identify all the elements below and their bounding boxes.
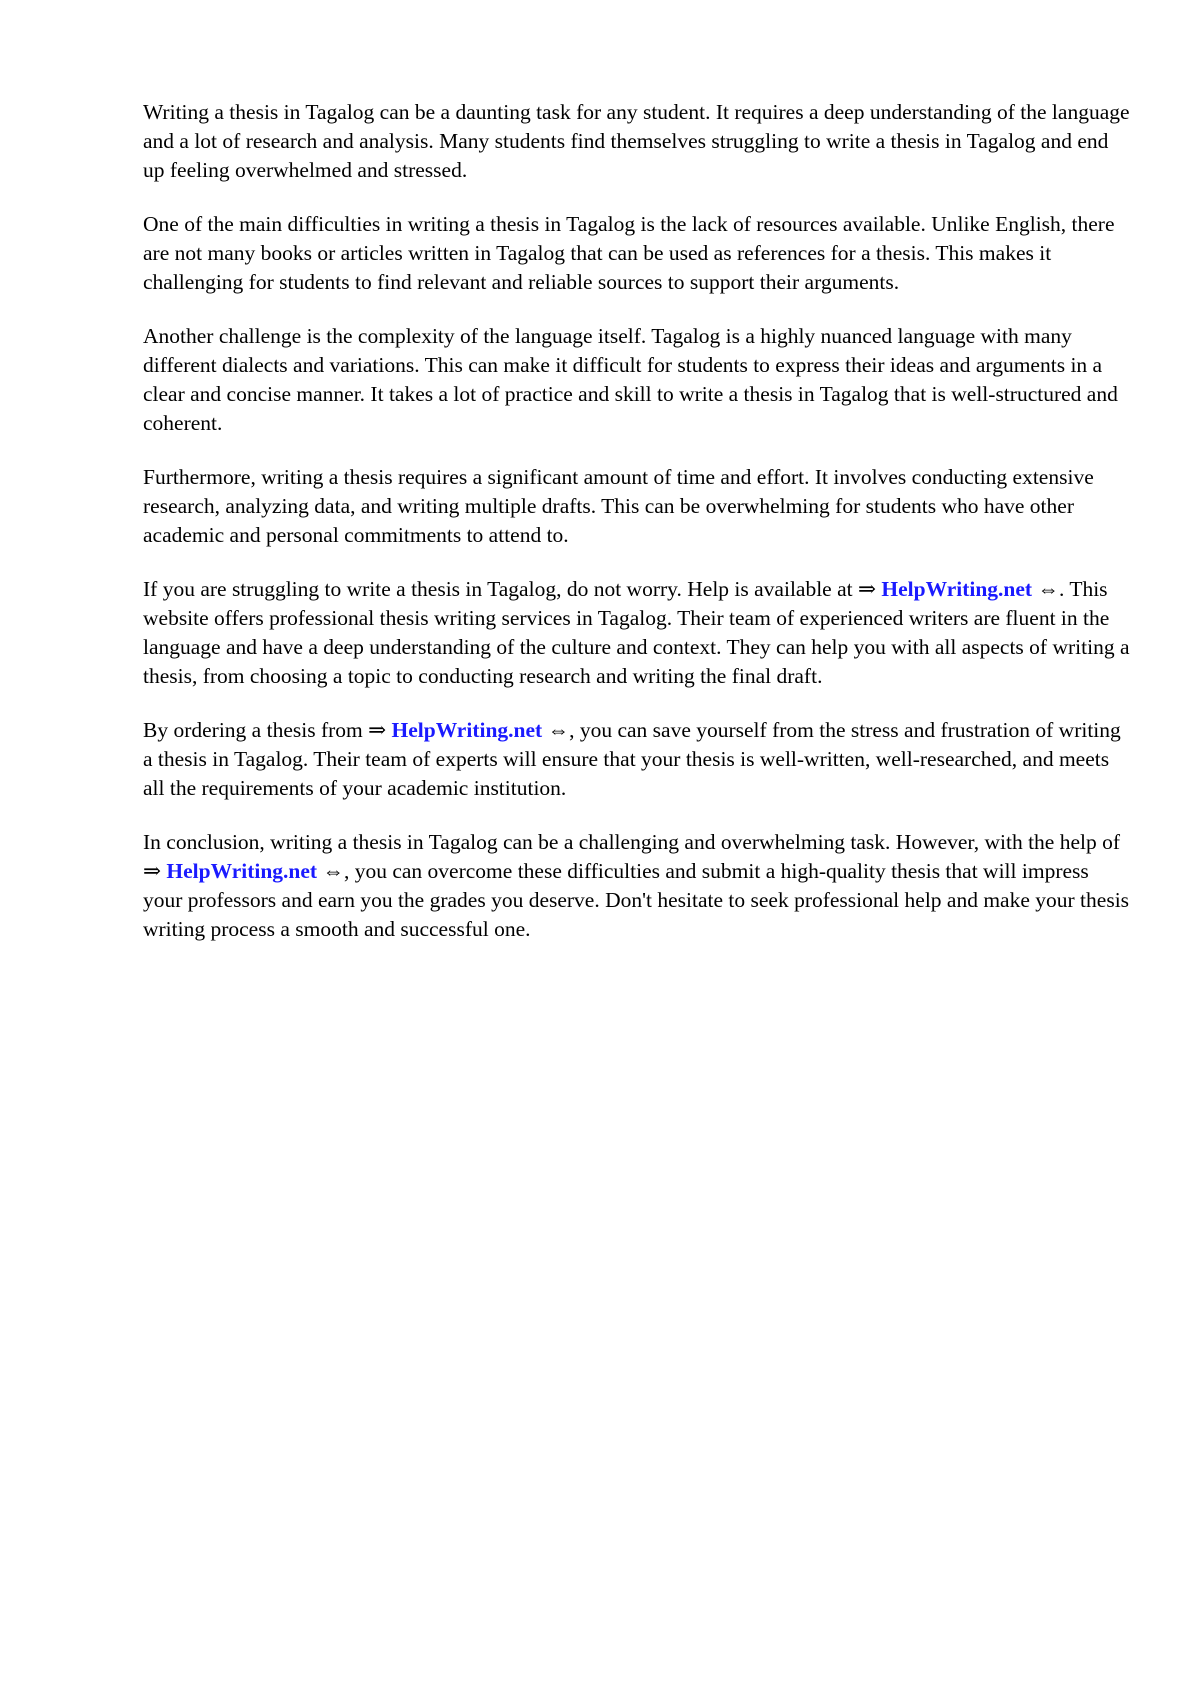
helpwriting-link[interactable]: HelpWriting.net <box>166 859 318 883</box>
paragraph-language-complexity: Another challenge is the complexity of the language itself. Tagalog is a highly nuanced language with many different dialects and variations. This can make it difficult for students to express their ideas and arguments in a clear and concise manner. It takes a lot of practice and skill to write a thesis in Tagalog that is well-structured and coherent. <box>143 324 1118 435</box>
paragraph-text: ⇔. This website offers professional thesis writing services in Tagalog. Their team of experienced writers are fluent in the language and have a deep understanding of the culture and context. They can help you with all aspects of writing a thesis, from choosing a topic to conducting research and writing the final draft. <box>143 577 1130 688</box>
document-body <box>143 98 1133 969</box>
paragraph-help-available <box>143 575 1133 691</box>
helpwriting-link[interactable]: HelpWriting.net <box>881 577 1033 601</box>
paragraph-ordering <box>143 716 1133 803</box>
helpwriting-link[interactable]: HelpWriting.net <box>391 718 543 742</box>
paragraph-conclusion <box>143 828 1133 944</box>
paragraph-text: ⇔, you can overcome these difficulties and submit a high-quality thesis that will impress your professors and earn you the grades you deserve. Don't hesitate to seek professional help and make your thesis writing process a smooth and successful one. <box>143 859 1130 941</box>
paragraph-text: By ordering a thesis from ⇒ <box>143 718 392 742</box>
paragraph-text: If you are struggling to write a thesis in Tagalog, do not worry. Help is available at ⇒ <box>143 577 882 601</box>
paragraph-text: In conclusion, writing a thesis in Tagalog can be a challenging and overwhelming task. However, with the help of ⇒ <box>143 830 1121 883</box>
paragraph-intro: Writing a thesis in Tagalog can be a daunting task for any student. It requires a deep understanding of the language and a lot of research and analysis. Many students find themselves struggling to write a thesis in Tagalog and end up feeling overwhelmed and stressed. <box>143 100 1130 182</box>
paragraph-time-effort: Furthermore, writing a thesis requires a significant amount of time and effort. It involves conducting extensive research, analyzing data, and writing multiple drafts. This can be overwhelming for students who have other academic and personal commitments to attend to. <box>143 465 1094 547</box>
paragraph-text: ⇔, you can save yourself from the stress and frustration of writing a thesis in Tagalog. Their team of experts will ensure that your thesis is well-written, well-researched, and meets all the requirements of your academic institution. <box>143 718 1121 800</box>
paragraph-resources: One of the main difficulties in writing a thesis in Tagalog is the lack of resources available. Unlike English, there are not many books or articles written in Tagalog that can be used as references for a thesis. This makes it challenging for students to find relevant and reliable sources to support their arguments. <box>143 212 1115 294</box>
